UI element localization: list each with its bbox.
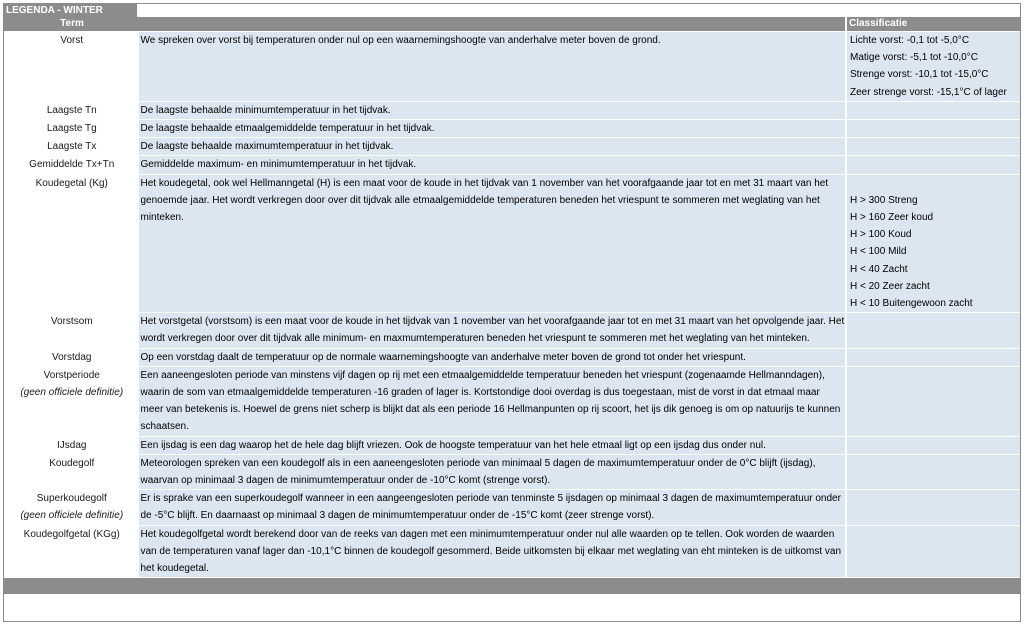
classificatie-cell [846, 490, 1020, 525]
sheet-title: LEGENDA - WINTER [4, 4, 138, 17]
term-note: (geen officiele definitie) [20, 510, 124, 522]
definition-cell: Het koudegolfgetal wordt berekend door van de reeks van dagen met een minimumtemperatuur onder nul alle waarden op te tellen. Ook worden de waarden van de temperaturen vanaf lager dan -10,1°C binnen de koudegolf gesommerd. Beide uitkomsten bij elkaar met weglating van eht minteken is de uitkomst van het koudegetal. [138, 525, 846, 578]
term-cell [4, 101, 138, 119]
classificatie-line [850, 175, 1020, 192]
footer-cell [4, 578, 1020, 594]
term-label: Laagste Tx [47, 141, 97, 153]
title-blank [138, 4, 1020, 17]
header-row [4, 17, 1020, 32]
definition-cell: Een aaneengesloten periode van minstens vijf dagen op rij met een etmaalgemiddelde temperatuur beneden het vriespunt (zogenaamde Hellmanndagen), waarin de som van etmaalgemiddelde temperaturen -16 graden of lager is. Kortstondige dooi overdag is dus toegestaan, mist de vorst in dat etmaal maar meer van betekenis is. Hoewel de grens niet scherp is blijkt dat als een periode 16 Hellmanpunten op rij scoort, het ijs dik genoeg is om op natuurijs te kunnen schaatsen. [138, 366, 846, 436]
classificatie-cell [846, 32, 1020, 102]
classificatie-line: H < 10 Buitengewoon zacht [850, 298, 973, 310]
classificatie-cell [846, 313, 1020, 348]
term-cell [4, 366, 138, 436]
term-note: (geen officiele definitie) [20, 387, 124, 399]
classificatie-line: Matige vorst: -5,1 tot -10,0°C [850, 52, 978, 64]
term-label: Gemiddelde Tx+Tn [29, 159, 115, 171]
classificatie-cell [846, 348, 1020, 366]
classificatie-cell [846, 436, 1020, 454]
definition-cell: Een ijsdag is een dag waarop het de hele dag blijft vriezen. Ook de hoogste temperatuur van het hele etmaal ligt op een ijsdag dus onder nul. [138, 436, 846, 454]
term-label: IJsdag [57, 439, 87, 451]
term-cell [4, 313, 138, 348]
table-row [4, 120, 1020, 138]
classificatie-cell [846, 138, 1020, 156]
table-row [4, 525, 1020, 578]
classificatie-line: Lichte vorst: -0,1 tot -5,0°C [850, 35, 970, 46]
classificatie-cell [846, 101, 1020, 119]
table-row [4, 174, 1020, 313]
definition-cell: We spreken over vorst bij temperaturen onder nul op een waarnemingshoogte van anderhalve meter boven de grond. [138, 32, 846, 102]
table-row [4, 156, 1020, 174]
term-cell [4, 174, 138, 313]
table-row [4, 490, 1020, 525]
title-row [4, 4, 1020, 17]
term-cell [4, 490, 138, 525]
classificatie-cell [846, 174, 1020, 313]
classificatie-cell [846, 366, 1020, 436]
term-label: Laagste Tn [46, 104, 97, 116]
classificatie-line: H < 100 Mild [850, 246, 907, 258]
legend-table [4, 4, 1020, 594]
definition-cell: Het koudegetal, ook wel Hellmanngetal (H) is een maat voor de koude in het tijdvak van 1 november van het voorafgaande jaar tot en met 31 maart van het genoemde jaar. Het wordt verkregen door over dit tijdvak alle etmaalgemiddelde temperaturen beneden het vriespunt te sommeren met weglating van het minteken. [138, 174, 846, 313]
definition-cell: Het vorstgetal (vorstsom) is een maat voor de koude in het tijdvak van 1 november van het voorafgaande jaar tot en met 31 maart van het opvolgende jaar. Het wordt verkregen door over dit tijdvak alle minimum- en maxmumtemperaturen beneden het vriespunt te sommeren met het weglating van het minteken. [138, 313, 846, 348]
definition-cell: Er is sprake van een superkoudegolf wanneer in een aangeengesloten periode van tenminste 5 ijsdagen op minimaal 3 dagen de maximumtemperatuur onder de -5°C blijft. En daarnaast op minimaal 3 dagen de minimumtemperatuur onder de -15°C komt (zeer strenge vorst). [138, 490, 846, 525]
term-label: Vorst [60, 35, 84, 46]
table-row [4, 101, 1020, 119]
definition-cell: De laagste behaalde maximumtemperatuur in het tijdvak. [138, 138, 846, 156]
term-label: Laagste Tg [46, 123, 97, 135]
term-cell [4, 436, 138, 454]
classificatie-cell [846, 120, 1020, 138]
term-cell [4, 454, 138, 489]
term-label: Vorstsom [50, 316, 93, 328]
definition-cell: De laagste behaalde etmaalgemiddelde temperatuur in het tijdvak. [138, 120, 846, 138]
classificatie-line: H > 160 Zeer koud [850, 212, 934, 224]
classificatie-line: H > 100 Koud [850, 229, 912, 241]
classificatie-line: H < 40 Zacht [850, 263, 908, 275]
term-label: Koudegolfgetal (KGg) [23, 528, 120, 540]
term-label: Superkoudegolf [36, 493, 107, 505]
table-row [4, 32, 1020, 102]
classificatie-line: H < 20 Zeer zacht [850, 280, 930, 292]
table-row [4, 348, 1020, 366]
classificatie-line: Zeer strenge vorst: -15,1°C of lager [850, 86, 1007, 98]
classificatie-line: Strenge vorst: -10,1 tot -15,0°C [850, 69, 989, 81]
table-row [4, 454, 1020, 489]
term-label: Koudegetal (Kg) [35, 177, 108, 189]
term-cell [4, 156, 138, 174]
term-cell [4, 120, 138, 138]
term-cell [4, 525, 138, 578]
legend-sheet [3, 3, 1021, 622]
definition-cell: De laagste behaalde minimumtemperatuur in het tijdvak. [138, 101, 846, 119]
term-label: Vorstperiode [43, 369, 100, 381]
classificatie-cell [846, 525, 1020, 578]
term-label: Vorstdag [52, 351, 92, 363]
term-cell [4, 348, 138, 366]
header-term: Term [4, 17, 138, 32]
classificatie-line: H > 300 Streng [850, 194, 918, 206]
definition-cell: Gemiddelde maximum- en minimumtemperatuur in het tijdvak. [138, 156, 846, 174]
table-row [4, 138, 1020, 156]
term-label: Koudegolf [49, 457, 95, 469]
header-classificatie: Classificatie [846, 17, 1020, 32]
table-row [4, 436, 1020, 454]
definition-cell: Op een vorstdag daalt de temperatuur op de normale waarnemingshoogte van anderhalve meter boven de grond tot onder het vriespunt. [138, 348, 846, 366]
header-definition [138, 17, 846, 32]
footer-bar [4, 578, 1020, 594]
term-cell [4, 138, 138, 156]
term-cell [4, 32, 138, 102]
classificatie-cell [846, 156, 1020, 174]
definition-cell: Meteorologen spreken van een koudegolf als in een aaneengesloten periode van minimaal 5 dagen de maximumtemperatuur onder de 0°C blijft (ijsdag), waarvan op minimaal 3 dagen de minimumtemperatuur onder de -10°C komt (strenge vorst). [138, 454, 846, 489]
classificatie-cell [846, 454, 1020, 489]
table-row [4, 313, 1020, 348]
table-row [4, 366, 1020, 436]
